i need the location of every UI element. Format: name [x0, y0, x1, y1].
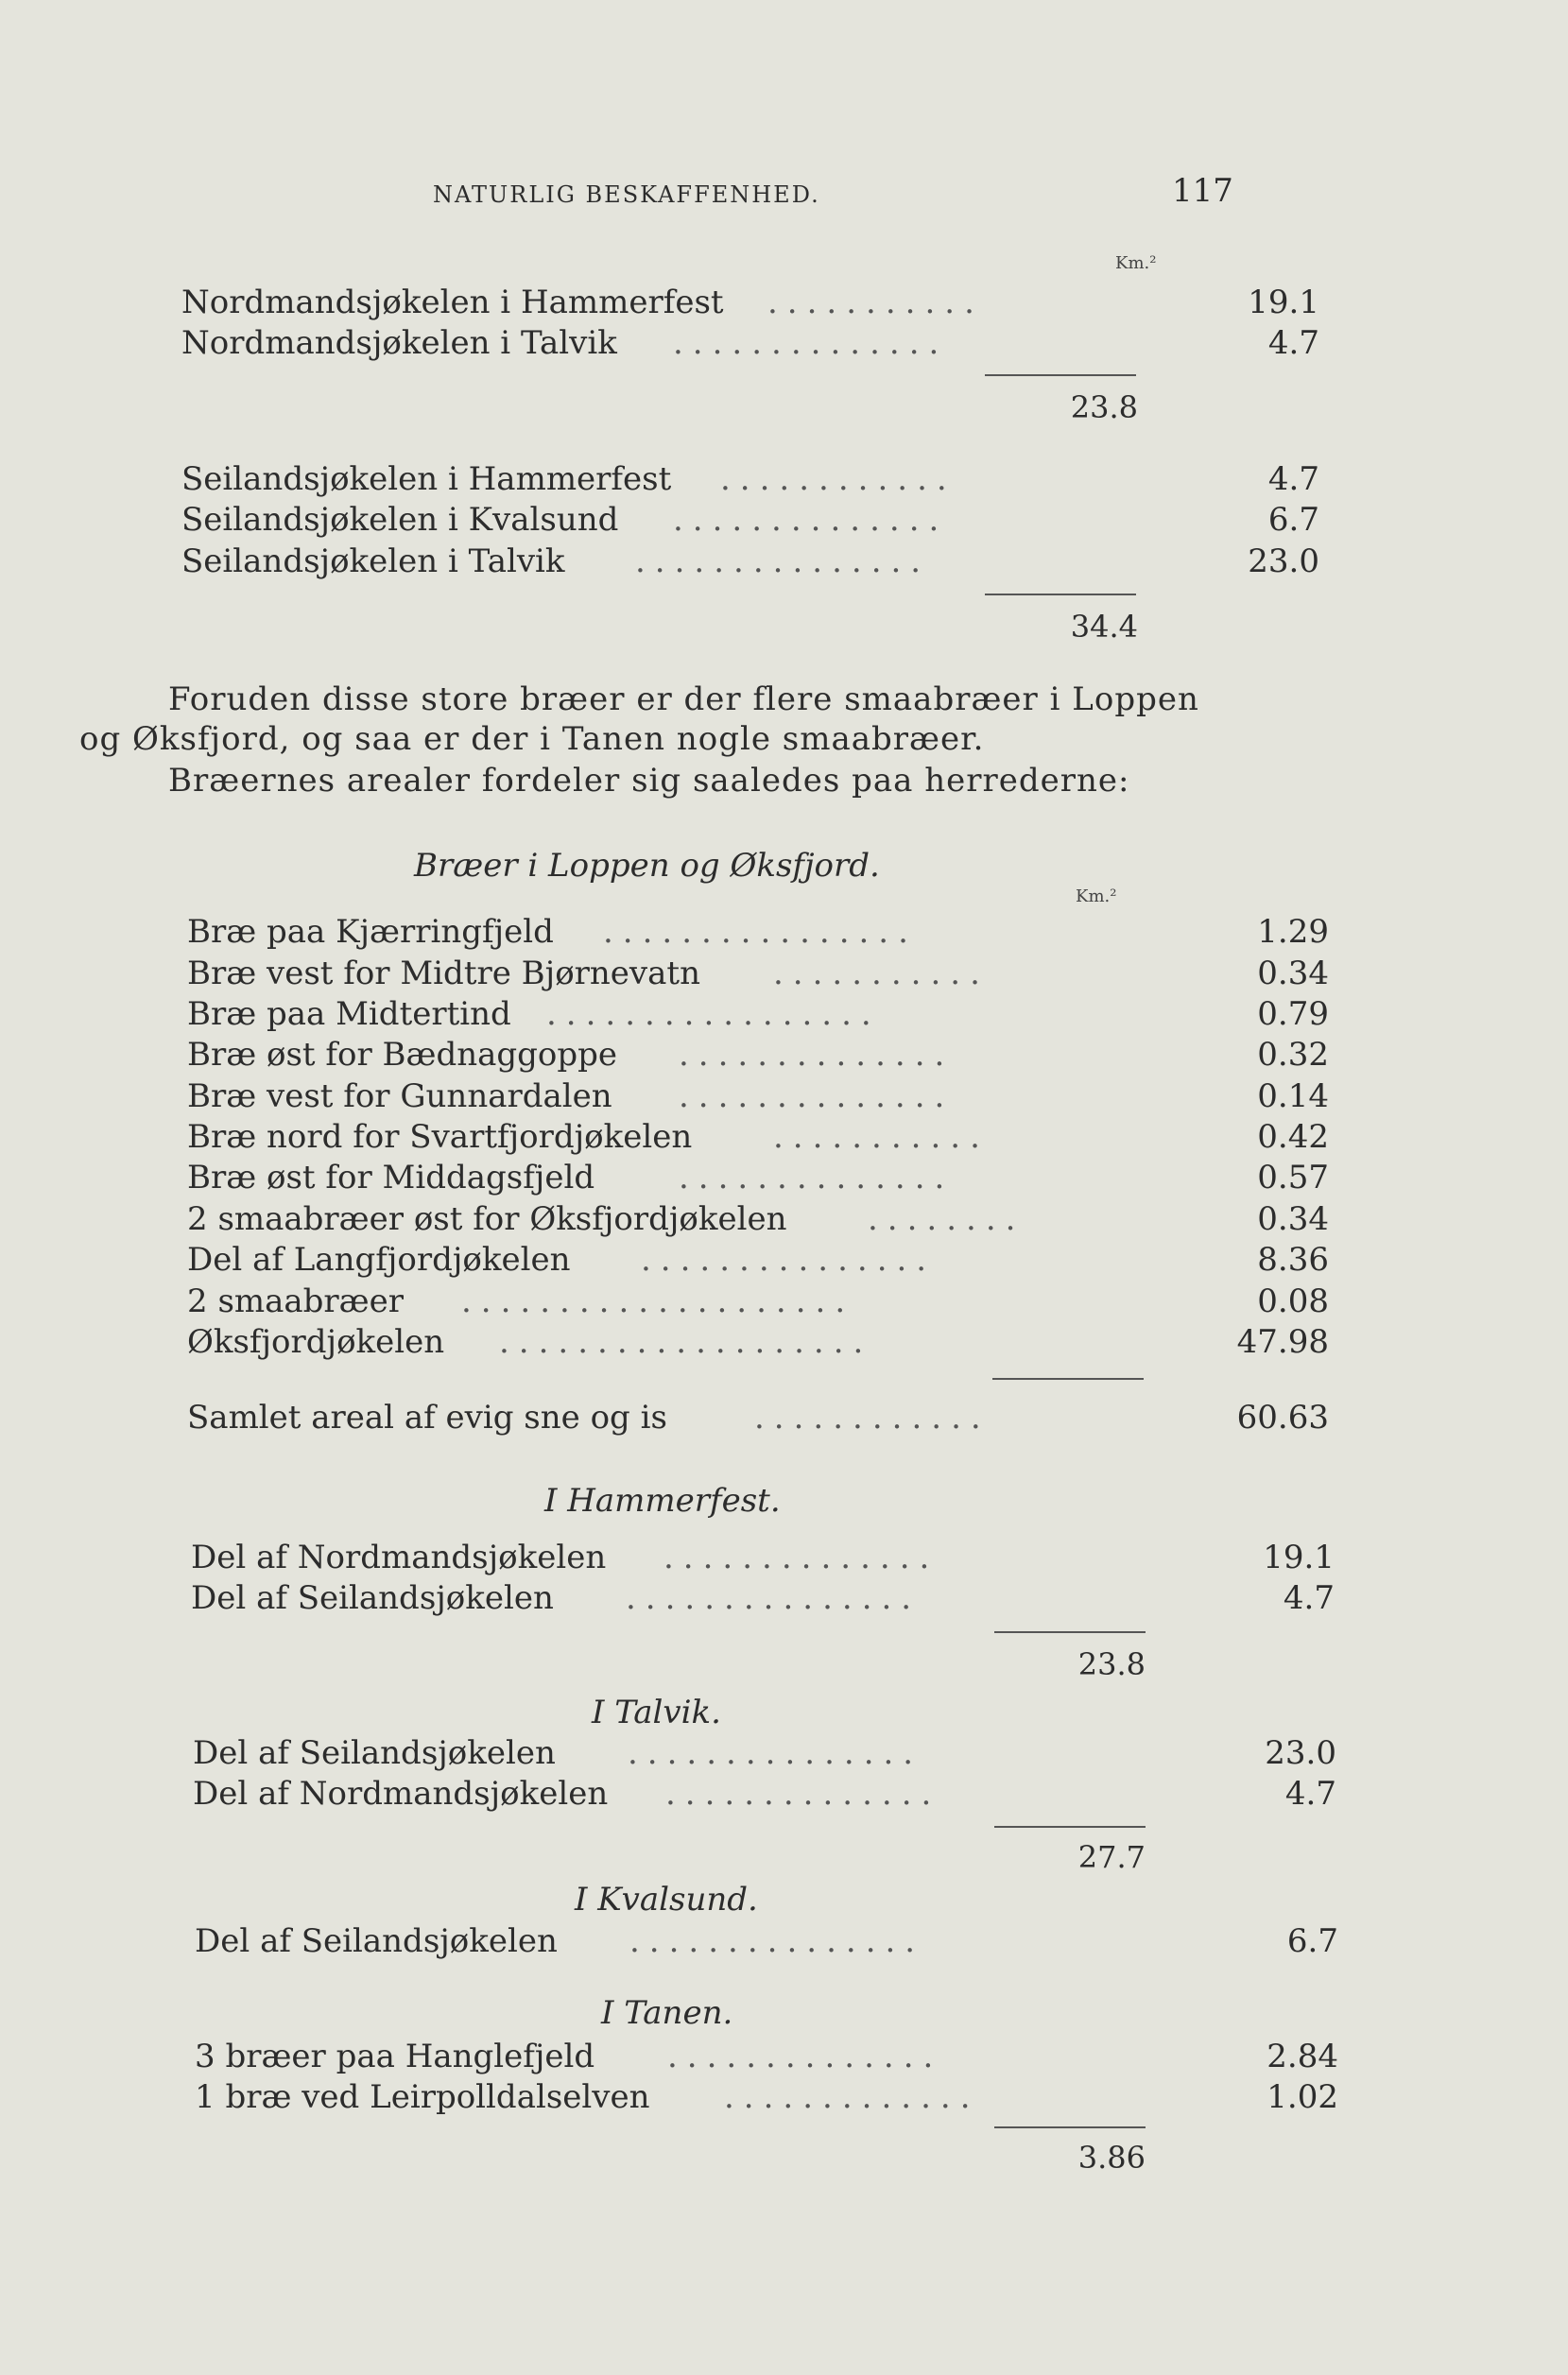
row-label: Del af Nordmandsjøkelen: [191, 1539, 607, 1576]
dot-leader: ................: [603, 913, 918, 951]
sum-total: 60.63: [1236, 1399, 1329, 1437]
row-value: 0.32: [1257, 1036, 1329, 1074]
row-value: 19.1: [1263, 1539, 1335, 1576]
row-label: Seilandsjøkelen i Kvalsund: [181, 501, 619, 539]
running-header: NATURLIG BESKAFFENHED.: [433, 181, 820, 208]
dot-leader: ..............: [679, 1077, 955, 1115]
row-label: Seilandsjøkelen i Talvik: [181, 542, 565, 580]
sum-total: 27.7: [1077, 1839, 1146, 1875]
row-value: 0.34: [1257, 1200, 1329, 1238]
page-number: 117: [1172, 172, 1233, 210]
row-label: Del af Seilandsjøkelen: [195, 1922, 558, 1960]
unit-label: Km.²: [1076, 886, 1117, 906]
row-value: 1.29: [1257, 913, 1329, 951]
row-label: 1 bræ ved Leirpolldalselven: [195, 2078, 650, 2116]
section-heading: I Hammerfest.: [544, 1482, 781, 1520]
row-value: 8.36: [1257, 1241, 1329, 1279]
dot-leader: ..............: [663, 1539, 939, 1576]
row-label: Seilandsjøkelen i Hammerfest: [181, 460, 672, 498]
row-value: 0.34: [1257, 955, 1329, 992]
dot-leader: ..............: [673, 501, 949, 539]
sum-rule: [992, 1378, 1144, 1380]
row-value: 1.02: [1266, 2078, 1338, 2116]
dot-leader: ...............: [641, 1241, 937, 1279]
row-label: 2 smaabræer: [187, 1282, 405, 1320]
dot-leader: ...............: [628, 1734, 923, 1772]
row-label: 3 bræer paa Hanglefjeld: [195, 2038, 595, 2075]
section-heading: Bræer i Loppen og Øksfjord.: [414, 847, 880, 885]
row-value: 6.7: [1286, 1922, 1338, 1960]
row-value: 6.7: [1267, 501, 1319, 539]
dot-leader: ....................: [461, 1282, 855, 1320]
unit-label: Km.²: [1115, 253, 1157, 273]
dot-leader: .............: [724, 2078, 980, 2116]
dot-leader: ............: [720, 460, 956, 498]
sum-total: 34.4: [1070, 609, 1138, 645]
sum-total: 23.8: [1070, 389, 1138, 425]
row-label: Øksfjordjøkelen: [187, 1323, 445, 1361]
dot-leader: ...............: [635, 542, 931, 580]
row-value: 0.08: [1257, 1282, 1329, 1320]
row-value: 23.0: [1248, 542, 1319, 580]
row-label: Nordmandsjøkelen i Hammerfest: [181, 284, 724, 321]
section-heading: I Talvik.: [592, 1694, 721, 1731]
row-value: 4.7: [1267, 460, 1319, 498]
row-value: 2.84: [1266, 2038, 1338, 2075]
dot-leader: ...............: [629, 1922, 925, 1960]
sum-rule: [985, 374, 1136, 376]
sum-total: 23.8: [1077, 1646, 1146, 1682]
row-label: Bræ paa Midtertind: [187, 995, 511, 1033]
row-value: 19.1: [1248, 284, 1319, 321]
sum-rule: [994, 1631, 1146, 1633]
dot-leader: ...........: [773, 1118, 990, 1156]
paragraph-line: Foruden disse store bræer er der flere smaabræer i Loppen: [168, 680, 1199, 718]
row-value: 47.98: [1236, 1323, 1329, 1361]
row-label: Bræ paa Kjærringfjeld: [187, 913, 554, 951]
row-label: Del af Nordmandsjøkelen: [193, 1775, 609, 1813]
dot-leader: .................: [546, 995, 881, 1033]
row-label: Bræ nord for Svartfjordjøkelen: [187, 1118, 693, 1156]
section-heading: I Kvalsund.: [575, 1881, 758, 1919]
row-label: Bræ vest for Midtre Bjørnevatn: [187, 955, 700, 992]
row-value: 4.7: [1284, 1775, 1336, 1813]
section-heading: I Tanen.: [601, 1994, 733, 2032]
dot-leader: ..............: [679, 1036, 955, 1074]
row-label: Del af Langfjordjøkelen: [187, 1241, 571, 1279]
row-value: 0.79: [1257, 995, 1329, 1033]
row-value: 0.57: [1257, 1159, 1329, 1196]
row-value: 23.0: [1265, 1734, 1336, 1772]
sum-rule: [994, 1826, 1146, 1828]
paragraph-line: og Øksfjord, og saa er der i Tanen nogle smaabræer.: [79, 720, 985, 758]
row-value: 4.7: [1267, 324, 1319, 362]
row-label: Bræ øst for Bædnaggoppe: [187, 1036, 618, 1074]
row-label: Del af Seilandsjøkelen: [193, 1734, 556, 1772]
dot-leader: ...............: [626, 1579, 922, 1617]
paragraph-line: Bræernes arealer fordeler sig saaledes paa herrederne:: [168, 762, 1130, 800]
sum-total: 3.86: [1077, 2140, 1146, 2176]
row-label: 2 smaabræer øst for Øksfjordjøkelen: [187, 1200, 787, 1238]
dot-leader: ..............: [667, 2038, 943, 2075]
dot-leader: ...................: [499, 1323, 873, 1361]
dot-leader: ...........: [773, 955, 990, 992]
row-value: 0.42: [1257, 1118, 1329, 1156]
dot-leader: ..............: [679, 1159, 955, 1196]
row-label: Bræ vest for Gunnardalen: [187, 1077, 612, 1115]
row-label: Nordmandsjøkelen i Talvik: [181, 324, 617, 362]
row-value: 4.7: [1283, 1579, 1335, 1617]
dot-leader: ...........: [767, 284, 984, 321]
row-label: Del af Seilandsjøkelen: [191, 1579, 554, 1617]
sum-rule: [994, 2126, 1146, 2128]
row-label: Bræ øst for Middagsfjeld: [187, 1159, 595, 1196]
dot-leader: ..............: [673, 324, 949, 362]
dot-leader: ............: [754, 1399, 991, 1437]
dot-leader: ..............: [665, 1775, 941, 1813]
dot-leader: ........: [868, 1200, 1025, 1238]
sum-rule: [985, 594, 1136, 595]
total-label: Samlet areal af evig sne og is: [187, 1399, 667, 1437]
row-value: 0.14: [1257, 1077, 1329, 1115]
